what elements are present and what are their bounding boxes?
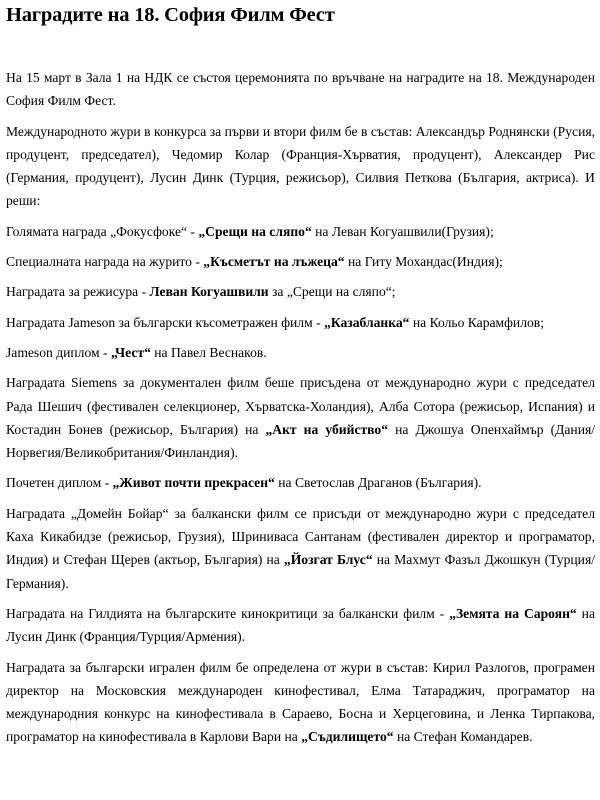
paragraph-text: на Гиту Мохандас(Индия);	[344, 254, 503, 270]
paragraph-text: на Стефан Командарев.	[393, 729, 533, 745]
paragraph-text: Наградата „Домейн Бойар“ за балкански филм се присъди от международно жури с председател Каха Кикабидзе (режисьор, Грузия), Шриниваса Сантанам (фестивален директор и програматор, Индия) и Стефан Щерев (актьор, България) на	[6, 505, 595, 568]
paragraph-text: Специалната награда на журито -	[6, 254, 204, 270]
paragraph-text: Jameson диплом -	[6, 344, 111, 360]
film-title: „Късметът на лъжеца“	[203, 254, 345, 270]
document-page	[6, 0, 595, 756]
paragraph-special-jury-prize	[6, 250, 595, 273]
paragraph-text: Наградата на Гилдията на българските кинокритици за балкански филм -	[6, 605, 450, 621]
film-title: „Казабланка“	[324, 314, 410, 330]
paragraph-text: на Светослав Драганов (България).	[274, 475, 482, 491]
paragraph-text: Голямата награда „Фокусфоке“ -	[6, 223, 199, 239]
paragraph-intro: На 15 март в Зала 1 на НДК се състоя церемонията по връчване на наградите на 18. Международен София Филм Фест.	[6, 70, 595, 109]
paragraph-text: на Лусин Динк (Франция/Турция/Армения).	[6, 605, 595, 645]
paragraph-directing-prize	[6, 280, 595, 303]
paragraph-jury: Международното жури в конкурса за първи и втори филм бе в състав: Александър Роднянски (Русия, продуцент, председател), Чедомир Колар (Франция-Хърватия, продуцент), Александер Рис (Германия, продуцент), Лусин Динк (Турция, режисьор), Силвия Петкова (България, актриса). И реши:	[6, 123, 595, 209]
film-title: „Чест“	[110, 344, 151, 360]
document-body	[6, 66, 595, 749]
paragraph-balkan-film-prize	[6, 502, 595, 595]
film-title: „Съдилището“	[301, 729, 394, 745]
paragraph-text: Наградата за български игрален филм бе определена от жури в състав: Кирил Разлогов, програмен директор на Московския международен кинофестивал, Елма Татараджич, програматор на международния конкурс на кинофестивала в Сараево, Босна и Херцеговина, и Ленка Тирпакова, програматор на кинофестивала в Карлови Вари на	[6, 659, 595, 745]
paragraph-siemens-prize	[6, 371, 595, 464]
paragraph-grand-prize	[6, 220, 595, 243]
page-title: Наградите на 18. София Филм Фест	[6, 4, 335, 26]
paragraph-text: на Кольо Карамфилов;	[409, 314, 544, 330]
paragraph-honorary-diploma	[6, 471, 595, 494]
film-title: „Акт на убийство“	[265, 421, 389, 437]
paragraph-text: на Махмут Фазъл Джошкун (Турция/Германия).	[6, 552, 595, 591]
paragraph-jameson-diploma	[6, 341, 595, 364]
director-name: Леван Когуашвили	[149, 284, 269, 300]
film-title: „Срещи на сляпо“	[198, 223, 312, 239]
paragraph-text: на Леван Когуашвили(Грузия);	[311, 223, 494, 239]
paragraph-text: на Павел Веснаков.	[150, 344, 267, 360]
paragraph-bulgarian-feature-prize	[6, 656, 595, 749]
paragraph-text: за „Срещи на сляпо“;	[268, 284, 396, 300]
film-title: „Йозгат Блус“	[283, 552, 373, 568]
paragraph-text: Наградата за режисура -	[6, 284, 150, 300]
paragraph-text: Наградата Siemens за документален филм беше присъдена от международно жури с председател Рада Шешич (фестивален селекционер, Хърватска-Холандия), Алба Сотора (режисьор, Испания) и Костадин Бонев (режисьор, България) на	[6, 375, 595, 437]
paragraph-critics-guild-prize	[6, 602, 595, 649]
paragraph-text: на Джошуа Опенхаймър (Дания/Норвегия/Великобритания/Финландия).	[6, 421, 596, 461]
paragraph-text: Почетен диплом -	[6, 475, 113, 491]
paragraph-text: Наградата Jameson за български късометражен филм -	[6, 314, 325, 330]
film-title: „Земята на Сароян“	[449, 605, 577, 621]
film-title: „Живот почти прекрасен“	[112, 475, 275, 491]
paragraph-jameson-prize	[6, 311, 595, 334]
